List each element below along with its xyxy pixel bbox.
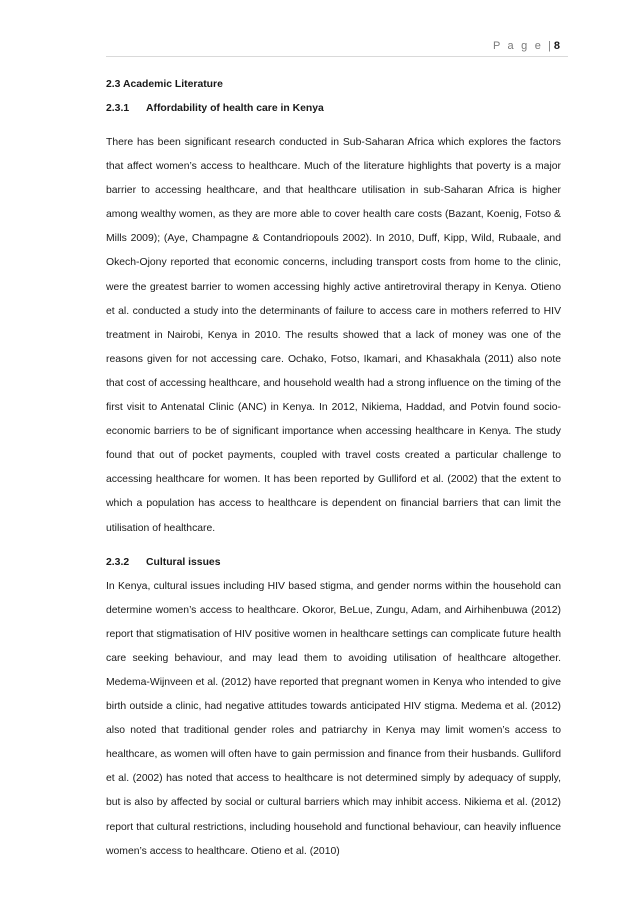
subsection-number: 2.3.2 [106, 556, 130, 568]
subsection-title: Affordability of health care in Kenya [146, 103, 324, 114]
document-body [106, 73, 561, 864]
paragraph-affordability: There has been significant research conducted in Sub-Saharan Africa which explores the factors that affect women’s access to healthcare. Much of the literature highlights that poverty is a major barrier to accessing healthcare, and that healthcare utilisation in sub-Saharan Africa is higher among wealthy women, as they are more able to cover health care costs (Bazant, Koenig, Fotso & Mills 2009); (Aye, Champagne & Contandriopouls 2002). In 2010, Duff, Kipp, Wild, Rubaale, and Okech-Ojony reported that economic concerns, including transport costs from home to the clinic, were the greatest barrier to women accessing highly active antiretroviral therapy in Kenya. Otieno et al. conducted a study into the determinants of failure to access care in mothers referred to HIV treatment in Nairobi, Kenya in 2010. The results showed that a lack of money was one of the reasons given for not accessing care. Ochako, Fotso, Ikamari, and Khasakhala (2011) also note that cost of accessing healthcare, and household wealth had a strong influence on the timing of the first visit to Antenatal Clinic (ANC) in Kenya. In 2012, Nikiema, Haddad, and Potvin found socio- economic barriers to be of significant importance when accessing healthcare in Kenya. The study found that out of pocket payments, coupled with travel costs created a particular challenge to accessing healthcare for women. It has been reported by Gulliford et al. (2002) that the extent to which a population has access to healthcare is dependent on financial barriers that can limit the utilisation of healthcare. [106, 137, 561, 534]
subsection-title: Cultural issues [146, 556, 221, 568]
page-number: 8 [553, 40, 560, 52]
page-header [493, 40, 560, 52]
page-label: P a g e [492, 40, 544, 52]
subsection-number: 2.3.1 [106, 103, 130, 114]
paragraph-cultural: In Kenya, cultural issues including HIV based stigma, and gender norms within the household can determine women’s access to healthcare. Okoror, BeLue, Zungu, Adam, and Airhihenbuwa (2012) report that stigmatisation of HIV positive women in healthcare settings can complicate future health care seeking behaviour, and may lead them to avoiding utilisation of healthcare altogether. Medema-Wijnveen et al. (2012) have reported that pregnant women in Kenya who intended to give birth outside a clinic, had negative attitudes towards anticipated HIV stigma. Medema et al. (2012) also noted that traditional gender roles and patriarchy in Kenya may limit women’s access to healthcare, as women will often have to gain permission and finance from their husbands. Gulliford et al. (2002) has noted that access to healthcare is not determined simply by adequacy of supply, but is also by affected by social or cultural barriers which may inhibit access. Nikiema et al. (2012) report that cultural restrictions, including household and functional behaviour, can heavily influence women’s access to healthcare. Otieno et al. (2010) [106, 580, 561, 857]
page-separator: | [548, 40, 551, 52]
header-rule [106, 56, 568, 57]
section-heading: 2.3 Academic Literature [106, 79, 223, 90]
subsection-heading-affordability [106, 97, 561, 121]
subsection-heading-cultural [106, 551, 561, 575]
